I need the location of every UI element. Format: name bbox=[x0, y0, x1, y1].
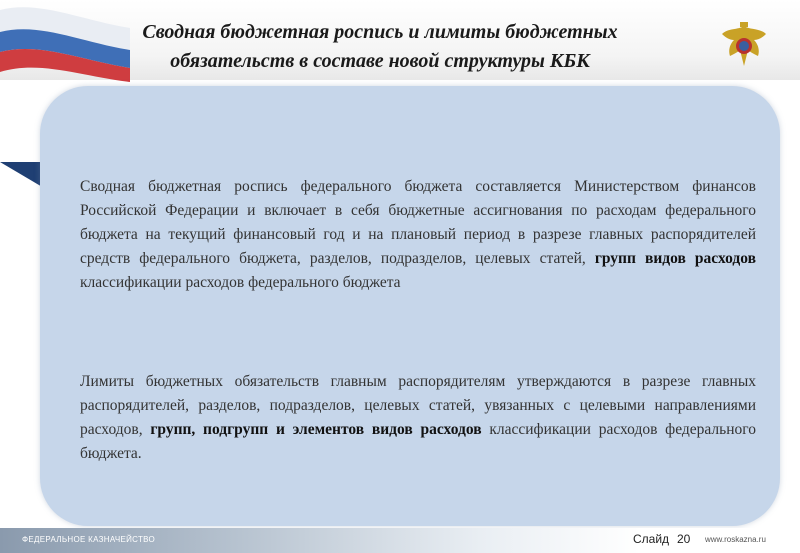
p2-bold: групп, подгрупп и элементов видов расходов bbox=[150, 421, 482, 438]
slide-number: 20 bbox=[677, 532, 691, 546]
left-marker bbox=[0, 162, 44, 188]
title-line-1: Сводная бюджетная роспись и лимиты бюджетных bbox=[142, 21, 618, 43]
p1-bold: групп видов расходов bbox=[594, 250, 756, 267]
p2-text: Лимиты бюджетных обязательств главным распорядителям утверждаются в разрезе главных распорядителей, разделов, подразделов, целевых статей, увязанных с целевыми направлениями расходов, bbox=[80, 373, 756, 438]
slide-label: Слайд bbox=[633, 532, 670, 546]
footer-site: www.roskazna.ru bbox=[705, 535, 766, 544]
p1-text: Сводная бюджетная роспись федерального бюджета составляется Министерством финансов Российской Федерации и включает в себя бюджетные ассигнования по расходам федерального бюджета на текущий финансовый год и на плановый период в разрезе главных распорядителей средств федерального бюджета, разделов, подразделов, целевых статей, bbox=[80, 178, 756, 267]
slide-header bbox=[0, 0, 800, 80]
slide-title bbox=[60, 18, 700, 76]
title-line-2: обязательств в составе новой структуры КБК bbox=[170, 50, 590, 72]
treasury-emblem-icon bbox=[718, 20, 770, 72]
paragraph-budget-limits bbox=[80, 370, 756, 466]
footer-org: ФЕДЕРАЛЬНОЕ КАЗНАЧЕЙСТВО bbox=[22, 535, 156, 544]
paragraph-budget-schedule bbox=[80, 175, 756, 295]
p1-end: классификации расходов федерального бюджета bbox=[80, 274, 401, 291]
slide-footer bbox=[0, 528, 800, 553]
p2-end: классификации расходов федерального бюджета. bbox=[80, 421, 756, 462]
